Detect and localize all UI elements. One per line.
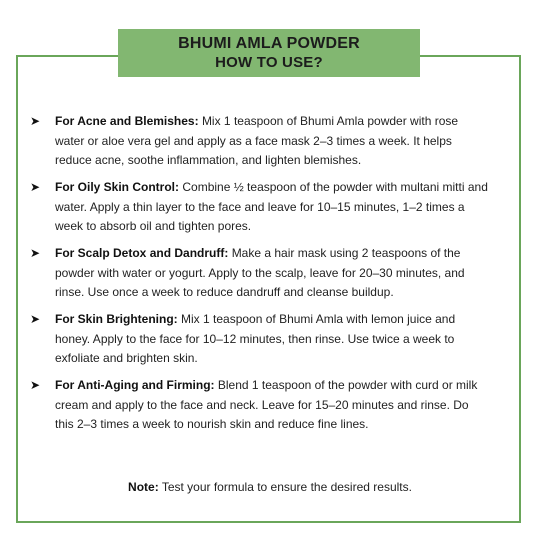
tip-anti-aging [30, 376, 490, 435]
note-text: Test your formula to ensure the desired results. [161, 480, 412, 494]
tip-text: Blend 1 teaspoon of the powder with curd or milk cream and apply to the face and neck. Leave for 15–20 minutes and rinse. Do this 2–3 times a week to nourish skin and reduce fine lines. [55, 378, 478, 431]
tip-skin-brightening [30, 310, 490, 369]
note-label: Note: [128, 480, 159, 494]
tip-heading: For Scalp Detox and Dandruff: [55, 246, 229, 260]
page-subtitle: HOW TO USE? [215, 54, 323, 71]
tip-scalp-detox [30, 244, 490, 303]
arrowhead-bullet-icon: ➤ [30, 180, 41, 194]
frame-top-border-left [16, 55, 118, 57]
usage-tips-list [30, 112, 490, 442]
frame-top-border-right [420, 55, 521, 57]
title-banner [118, 29, 420, 77]
arrowhead-bullet-icon: ➤ [30, 378, 41, 392]
arrowhead-bullet-icon: ➤ [30, 114, 41, 128]
tip-text: Mix 1 teaspoon of Bhumi Amla powder with rose water or aloe vera gel and apply as a face mask 2–3 times a week. It helps reduce acne, soothe inflammation, and lighten blemishes. [55, 114, 459, 167]
page-title: BHUMI AMLA POWDER [178, 35, 360, 52]
arrowhead-bullet-icon: ➤ [30, 246, 41, 260]
tip-heading: For Anti-Aging and Firming: [55, 378, 215, 392]
tip-text: Mix 1 teaspoon of Bhumi Amla with lemon juice and honey. Apply to the face for 10–12 minutes, then rinse. Use twice a week to exfoliate and brighten skin. [55, 312, 456, 365]
tip-text: Combine ½ teaspoon of the powder with multani mitti and water. Apply a thin layer to the face and leave for 10–15 minutes, 1–2 times a week to absorb oil and tighten pores. [55, 180, 488, 233]
footer-note [0, 480, 540, 494]
tip-acne-blemishes [30, 112, 490, 171]
tip-text: Make a hair mask using 2 teaspoons of the powder with water or yogurt. Apply to the scalp, leave for 20–30 minutes, and rinse. Use once a week to reduce dandruff and cleanse buildup. [55, 246, 465, 299]
tip-heading: For Acne and Blemishes: [55, 114, 199, 128]
tip-oily-skin [30, 178, 490, 237]
tip-heading: For Skin Brightening: [55, 312, 178, 326]
arrowhead-bullet-icon: ➤ [30, 312, 41, 326]
tip-heading: For Oily Skin Control: [55, 180, 180, 194]
